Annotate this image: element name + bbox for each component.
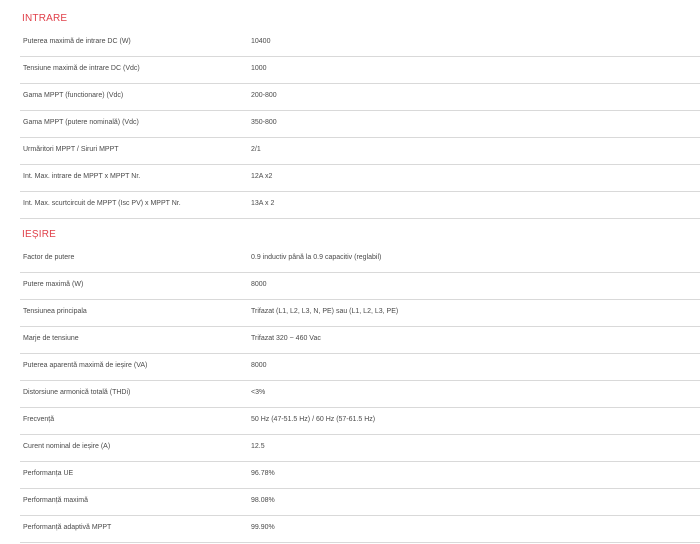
spec-row [20,434,700,462]
spec-label: Distorsiune armonică totală (THDi) [23,389,131,396]
spec-row [20,137,700,165]
spec-row [20,191,700,219]
spec-row [20,164,700,192]
spec-value: 2/1 [251,146,261,153]
spec-label: Urmăritori MPPT / Siruri MPPT [23,146,119,153]
spec-row [20,272,700,300]
spec-row [20,83,700,111]
spec-value: 350-800 [251,119,277,126]
spec-value: Trifazat (L1, L2, L3, N, PE) sau (L1, L2, L3, PE) [251,308,399,315]
spec-row [20,407,700,435]
spec-label: Performanță maximă [23,497,88,504]
spec-row [20,299,700,327]
spec-value: 1000 [251,65,267,72]
spec-label: Tensiune maximă de intrare DC (Vdc) [23,65,140,72]
spec-value: 99.90% [251,524,275,531]
spec-row [20,353,700,381]
spec-row [20,380,700,408]
spec-value: 12A x2 [251,173,273,180]
spec-label: Factor de putere [23,254,75,261]
section-title-iesire: IEȘIRE [22,229,56,240]
spec-label: Curent nominal de ieșire (A) [23,443,111,450]
spec-value: 8000 [251,362,267,369]
spec-label: Performanța UE [23,470,74,477]
spec-value: 10400 [251,38,271,45]
spec-row [20,461,700,489]
spec-label: Frecvență [23,416,55,423]
spec-label: Int. Max. intrare de MPPT x MPPT Nr. [23,173,141,180]
spec-value: Trifazat 320 ~ 460 Vac [251,335,321,342]
spec-row [20,488,700,516]
spec-label: Int. Max. scurtcircuit de MPPT (Isc PV) x MPPT Nr. [23,200,181,207]
spec-label: Tensiunea principala [23,308,87,315]
spec-value: 200-800 [251,92,277,99]
spec-label: Puterea maximă de intrare DC (W) [23,38,131,45]
spec-row [20,29,700,57]
spec-row [20,56,700,84]
spec-label: Performanță adaptivă MPPT [23,524,112,531]
spec-row [20,245,700,273]
spec-label: Gama MPPT (putere nominală) (Vdc) [23,119,139,126]
spec-value: 98.08% [251,497,275,504]
spec-value: 8000 [251,281,267,288]
spec-label: Putere maximă (W) [23,281,84,288]
spec-value: 13A x 2 [251,200,275,207]
spec-value: 12.5 [251,443,265,450]
spec-value: 96.78% [251,470,275,477]
spec-label: Puterea aparentă maximă de ieșire (VA) [23,362,148,369]
spec-row [20,110,700,138]
section-title-intrare: INTRARE [22,13,68,24]
spec-value: 0.9 inductiv până la 0.9 capacitiv (reglabil) [251,254,382,261]
spec-label: Marje de tensiune [23,335,79,342]
spec-label: Gama MPPT (functionare) (Vdc) [23,92,124,99]
spec-row [20,326,700,354]
spec-value: <3% [251,389,266,396]
spec-row [20,515,700,543]
spec-value: 50 Hz (47-51.5 Hz) / 60 Hz (57-61.5 Hz) [251,416,376,423]
